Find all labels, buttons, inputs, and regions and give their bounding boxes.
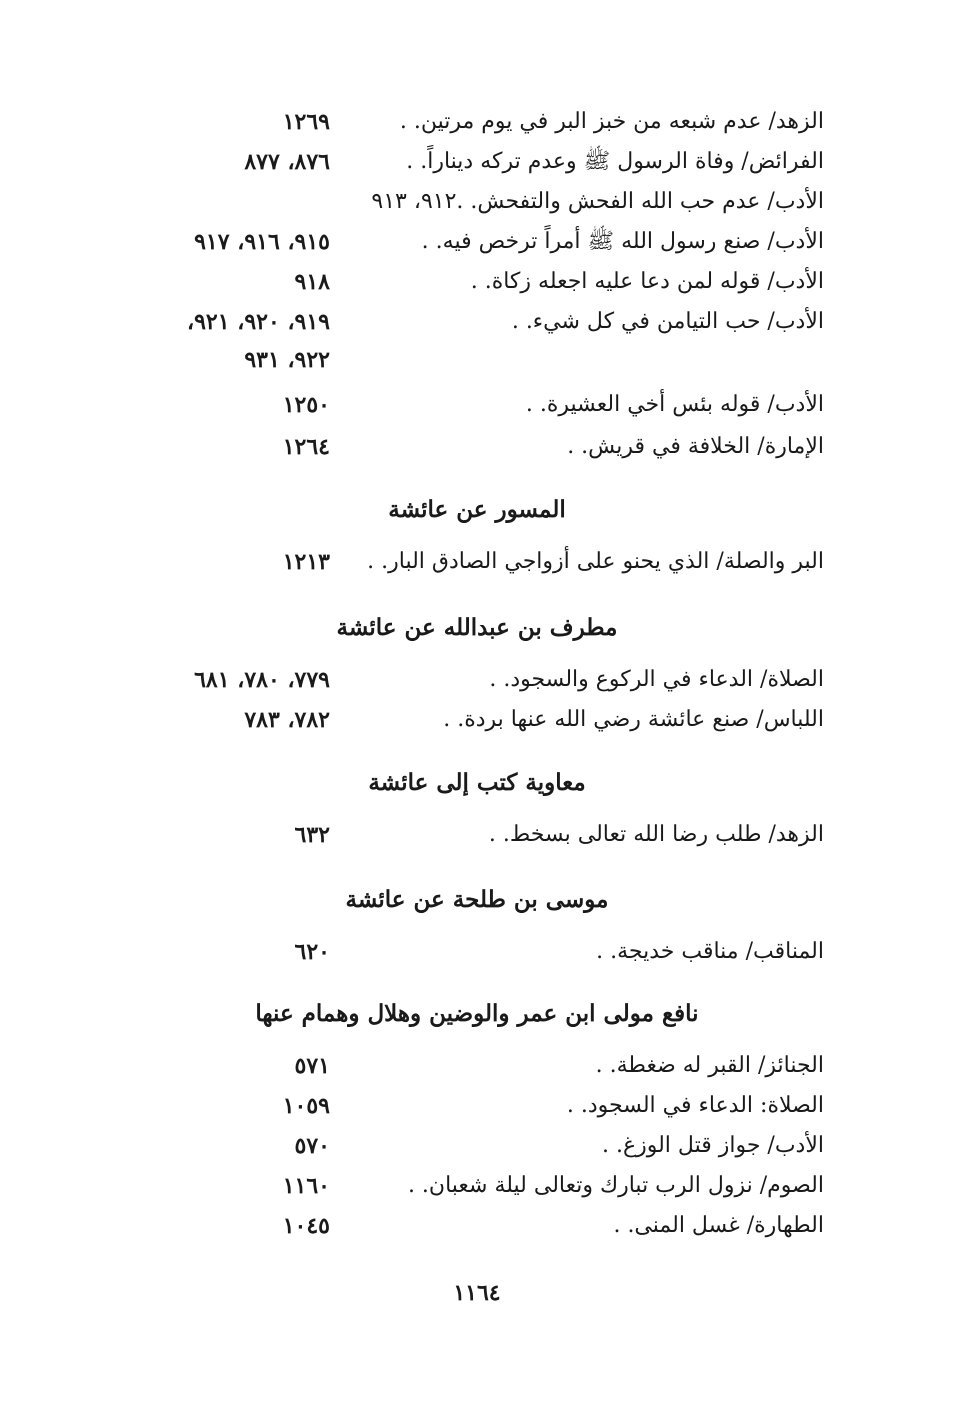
section-heading: مطرف بن عبدالله عن عائشة [336,614,618,641]
entry-pages: ٩١٩، ٩٢٠، ٩٢١، [187,309,330,335]
entry-topic: الصلاة/ الدعاء في الركوع والسجود. . [489,667,824,692]
index-entry [0,142,954,182]
entry-pages: ٥٧٠ [294,1133,330,1159]
entry-pages: ١١٦٠ [282,1173,330,1199]
entry-topic: الأدب/ قوله لمن دعا عليه اجعله زكاة. . [470,269,824,294]
section-heading: نافع مولى ابن عمر والوضين وهلال وهمام عنها [255,1000,699,1027]
entry-pages: ٧٨٢، ٧٨٣ [244,707,330,733]
entry-topic: الطهارة/ غسل المنى. . [613,1213,824,1238]
entry-pages: ١٢٥٠ [282,392,330,418]
index-entry [0,660,954,700]
index-entry [0,182,954,222]
page-number: ١١٦٤ [453,1280,501,1306]
entry-topic: الزهد/ عدم شبعه من خبز البر في يوم مرتين. . [399,109,824,134]
index-entry [0,1126,954,1166]
index-entry [0,542,954,582]
entry-topic: الإمارة/ الخلافة في قريش. . [567,434,824,459]
entry-pages: ١٢٦٩ [282,109,330,135]
index-entry [0,385,954,425]
entry-topic: الصلاة: الدعاء في السجود. . [566,1093,824,1118]
index-entry [0,302,954,342]
entry-pages: ٩٢٢، ٩٣١ [244,347,330,373]
index-entry [0,1166,954,1206]
entry-topic: الأدب/ عدم حب الله الفحش والتفحش. .٩١٢، ٩١٣ [371,189,824,214]
section-heading: معاوية كتب إلى عائشة [368,769,586,796]
index-entry-continuation [0,340,954,380]
index-entry [0,102,954,142]
index-entry [0,1046,954,1086]
entry-pages: ١٠٤٥ [282,1213,330,1239]
index-entry [0,427,954,467]
entry-pages: ١٢٦٤ [282,434,330,460]
index-entry [0,700,954,740]
index-entry [0,1086,954,1126]
entry-pages: ٦٣٢ [294,822,330,848]
section-heading: المسور عن عائشة [388,496,566,523]
entry-pages: ٨٧٦، ٨٧٧ [244,149,330,175]
entry-pages: ٩١٨ [294,269,330,295]
entry-pages: ٧٧٩، ٧٨٠، ٦٨١ [194,667,330,693]
entry-pages: ١٠٥٩ [282,1093,330,1119]
entry-topic: الأدب/ حب التيامن في كل شيء. . [511,309,824,334]
entry-topic: الصوم/ نزول الرب تبارك وتعالى ليلة شعبان. . [407,1173,824,1198]
index-entry [0,815,954,855]
entry-pages: ٦٢٠ [294,939,330,965]
entry-topic: الفرائض/ وفاة الرسول ﷺ وعدم تركه ديناراً. . [406,149,824,174]
index-entry [0,932,954,972]
section-heading: موسى بن طلحة عن عائشة [345,886,609,913]
entry-topic: الجنائز/ القبر له ضغطة. . [595,1053,824,1078]
entry-pages: ٥٧١ [294,1053,330,1079]
entry-topic: اللباس/ صنع عائشة رضي الله عنها بردة. . [443,707,824,732]
entry-pages: ٩١٥، ٩١٦، ٩١٧ [194,229,330,255]
entry-pages: ١٢١٣ [282,549,330,575]
index-entry [0,1206,954,1246]
index-entry [0,222,954,262]
entry-topic: البر والصلة/ الذي يحنو على أزواجي الصادق البار. . [367,549,824,574]
entry-topic: الأدب/ قوله بئس أخي العشيرة. . [525,392,824,417]
index-entry [0,262,954,302]
entry-topic: الزهد/ طلب رضا الله تعالى بسخط. . [488,822,824,847]
entry-topic: الأدب/ جواز قتل الوزغ. . [602,1133,824,1158]
entry-topic: الأدب/ صنع رسول الله ﷺ أمراً ترخص فيه. . [421,229,824,254]
entry-topic: المناقب/ مناقب خديجة. . [596,939,824,964]
